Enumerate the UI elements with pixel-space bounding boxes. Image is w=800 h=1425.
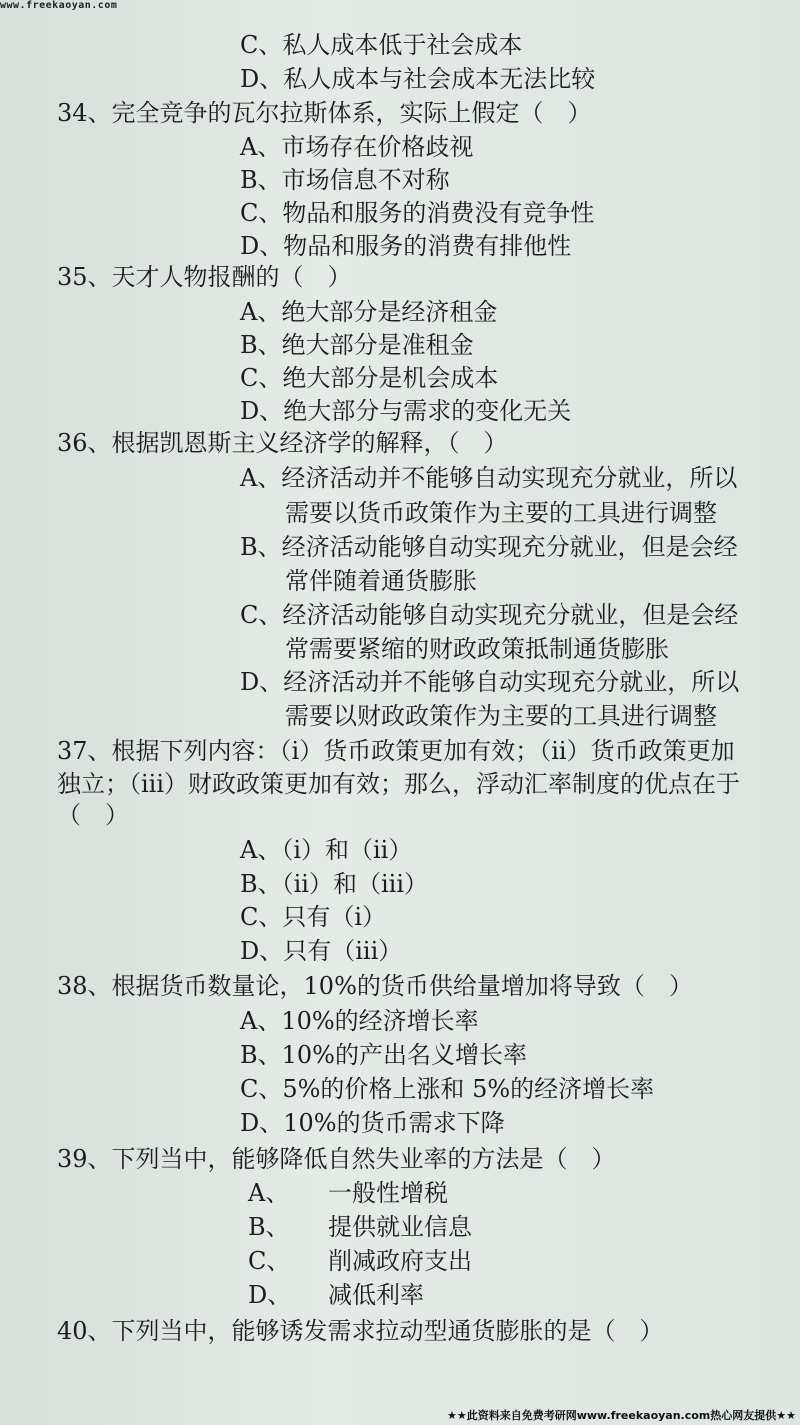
question-line: 35、天才人物报酬的（ ） xyxy=(57,263,352,291)
question-line: 39、下列当中，能够降低自然失业率的方法是（ ） xyxy=(57,1145,616,1173)
option-line: B、 xyxy=(248,1213,290,1241)
option-line: D、物品和服务的消费有排他性 xyxy=(240,232,572,260)
option-line: C、经济活动能够自动实现充分就业，但是会经 xyxy=(240,601,739,629)
option-line: B、10%的产出名义增长率 xyxy=(240,1041,527,1069)
option-line: 减低利率 xyxy=(328,1281,424,1309)
option-line: A、经济活动并不能够自动实现充分就业，所以 xyxy=(240,464,738,492)
option-line: A、绝大部分是经济租金 xyxy=(240,298,498,326)
option-line: A、 xyxy=(248,1179,290,1207)
option-line: 需要以货币政策作为主要的工具进行调整 xyxy=(285,499,717,527)
option-line: 一般性增税 xyxy=(328,1179,448,1207)
option-line: A、（i）和（ii） xyxy=(240,836,413,864)
option-line: D、经济活动并不能够自动实现充分就业，所以 xyxy=(240,668,740,696)
question-line: 37、根据下列内容：（i）货币政策更加有效；（ii）货币政策更加 xyxy=(57,737,735,765)
option-line: C、绝大部分是机会成本 xyxy=(240,364,499,392)
question-line: （ ） xyxy=(57,801,129,829)
option-line: 需要以财政政策作为主要的工具进行调整 xyxy=(285,702,717,730)
option-line: C、5%的价格上涨和 5%的经济增长率 xyxy=(240,1075,655,1103)
option-line: D、 xyxy=(248,1281,292,1309)
option-line: C、只有（i） xyxy=(240,903,387,931)
option-line: A、10%的经济增长率 xyxy=(240,1007,479,1035)
option-line: C、 xyxy=(248,1247,291,1275)
footer-watermark: ★★此资料来自免费考研网www.freekaoyan.com热心网友提供★★ xyxy=(447,1409,796,1422)
option-line: C、私人成本低于社会成本 xyxy=(240,31,523,59)
option-line: B、市场信息不对称 xyxy=(240,166,450,194)
option-line: 提供就业信息 xyxy=(328,1213,472,1241)
option-line: B、（ii）和（iii） xyxy=(240,870,429,898)
watermark-top: www.freekaoyan.com xyxy=(0,0,118,11)
option-line: D、私人成本与社会成本无法比较 xyxy=(240,65,596,93)
question-line: 独立；（iii）财政政策更加有效；那么，浮动汇率制度的优点在于 xyxy=(57,770,741,798)
option-line: D、只有（iii） xyxy=(240,937,403,965)
option-line: A、市场存在价格歧视 xyxy=(240,133,474,161)
option-line: 常需要紧缩的财政政策抵制通货膨胀 xyxy=(285,635,669,663)
option-line: C、物品和服务的消费没有竞争性 xyxy=(240,199,595,227)
question-line: 34、完全竞争的瓦尔拉斯体系，实际上假定（ ） xyxy=(57,99,592,127)
question-line: 40、下列当中，能够诱发需求拉动型通货膨胀的是（ ） xyxy=(57,1317,664,1345)
option-line: D、10%的货币需求下降 xyxy=(240,1109,505,1137)
question-line: 38、根据货币数量论，10%的货币供给量增加将导致（ ） xyxy=(57,972,693,1000)
option-line: B、经济活动能够自动实现充分就业，但是会经 xyxy=(240,533,738,561)
option-line: 常伴随着通货膨胀 xyxy=(285,567,477,595)
option-line: B、绝大部分是准租金 xyxy=(240,331,474,359)
question-line: 36、根据凯恩斯主义经济学的解释，（ ） xyxy=(57,429,508,457)
option-line: 削减政府支出 xyxy=(328,1247,472,1275)
option-line: D、绝大部分与需求的变化无关 xyxy=(240,397,572,425)
